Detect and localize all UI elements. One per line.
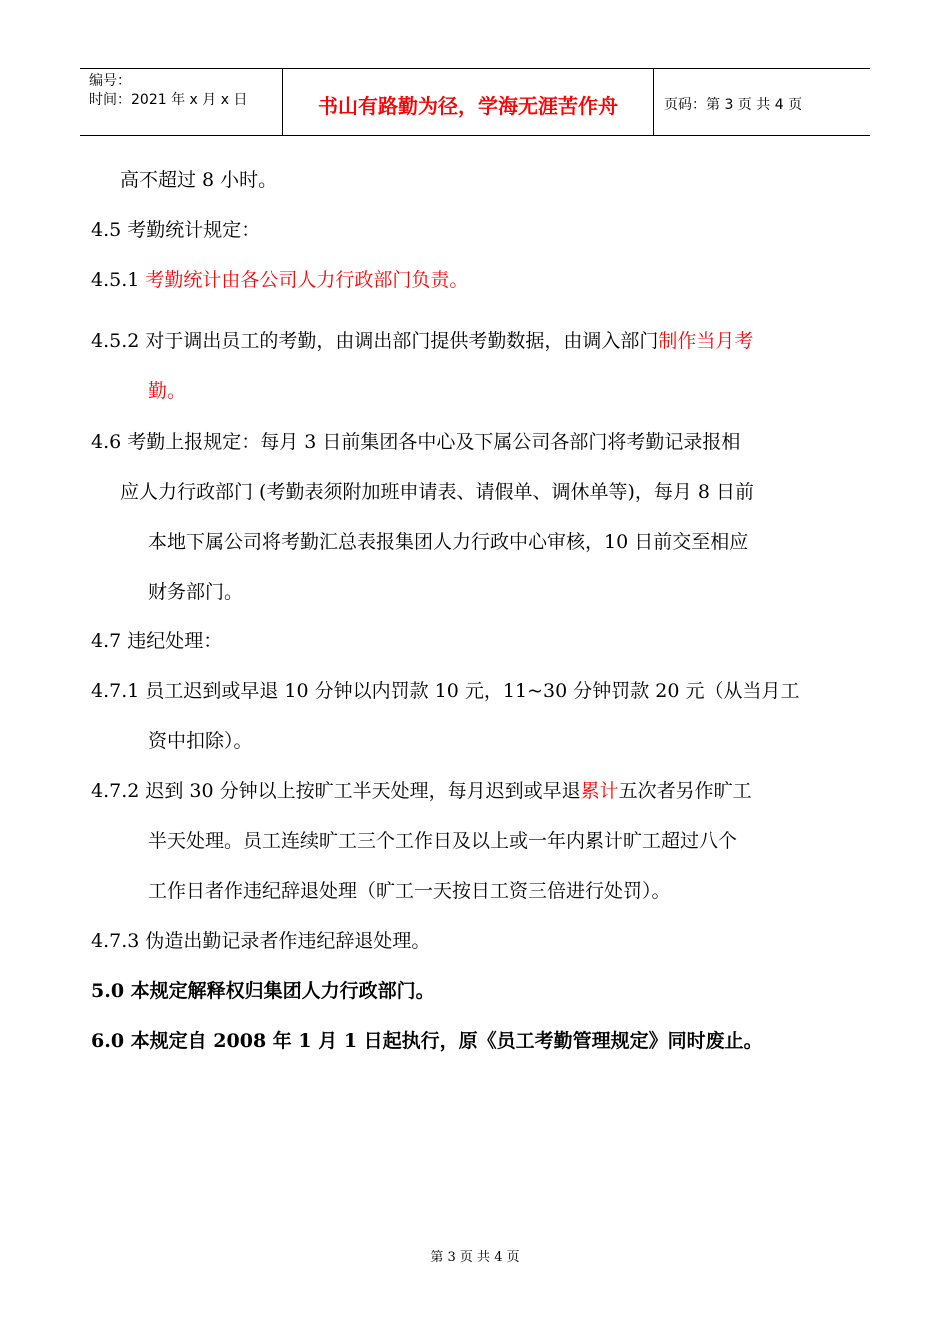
header-motto: 书山有路勤为径，学海无涯苦作舟: [282, 69, 654, 135]
section-5-0: 5.0 本规定解释权归集团人力行政部门。: [91, 980, 435, 1002]
clause-text: 4.5.2 对于调出员工的考勤，由调出部门提供考勤数据，由调入部门: [91, 330, 659, 352]
highlighted-text: 累计: [580, 780, 619, 802]
clause-4-5-1: [91, 265, 468, 295]
header-page-info: 页码：第 3 页 共 4 页: [664, 97, 803, 113]
highlighted-text-line: 勤。: [148, 380, 187, 402]
section-heading-4-7: 4.7 违纪处理：: [91, 630, 223, 652]
header-meta: [80, 69, 282, 135]
text-line: 应人力行政部门 (考勤表须附加班申请表、请假单、调休单等)，每月 8 日前: [120, 481, 755, 503]
text-line: 财务部门。: [148, 581, 244, 603]
clause-text: 4.7.2 迟到 30 分钟以上按旷工半天处理，每月迟到或早退: [91, 780, 581, 802]
section-4-6: 4.6 考勤上报规定：每月 3 日前集团各中心及下属公司各部门将考勤记录报相: [91, 431, 741, 453]
clause-4-7-3: 4.7.3 伪造出勤记录者作违纪辞退处理。: [91, 930, 431, 952]
document-date-label: 时间：2021 年 x 月 x 日: [89, 92, 248, 108]
text-line: 资中扣除）。: [148, 730, 253, 752]
section-heading-4-5: 4.5 考勤统计规定：: [91, 219, 261, 241]
clause-4-7-2: [91, 776, 752, 806]
section-6-0: 6.0 本规定自 2008 年 1 月 1 日起执行，原《员工考勤管理规定》同时废止。: [91, 1030, 763, 1052]
text-line: 半天处理。员工连续旷工三个工作日及以上或一年内累计旷工超过八个: [148, 830, 738, 852]
clause-text: 五次者另作旷工: [618, 780, 752, 802]
text-line: 本地下属公司将考勤汇总表报集团人力行政中心审核，10 日前交至相应: [148, 531, 749, 553]
clause-number: 4.5.1: [91, 269, 146, 291]
text-line: 工作日者作违纪辞退处理（旷工一天按日工资三倍进行处罚）。: [148, 880, 671, 902]
text-line: 高不超过 8 小时。: [120, 169, 278, 191]
clause-4-7-1: 4.7.1 员工迟到或早退 10 分钟以内罚款 10 元，11~30 分钟罚款 20 元（从当月工: [91, 680, 800, 702]
highlighted-text: 考勤统计由各公司人力行政部门负责。: [145, 269, 469, 291]
page-footer: 第 3 页 共 4 页: [430, 1250, 520, 1265]
clause-4-5-2: [91, 326, 753, 356]
highlighted-text: 制作当月考: [658, 330, 754, 352]
page-header: [80, 68, 870, 136]
document-number-label: 编号：: [89, 73, 131, 89]
